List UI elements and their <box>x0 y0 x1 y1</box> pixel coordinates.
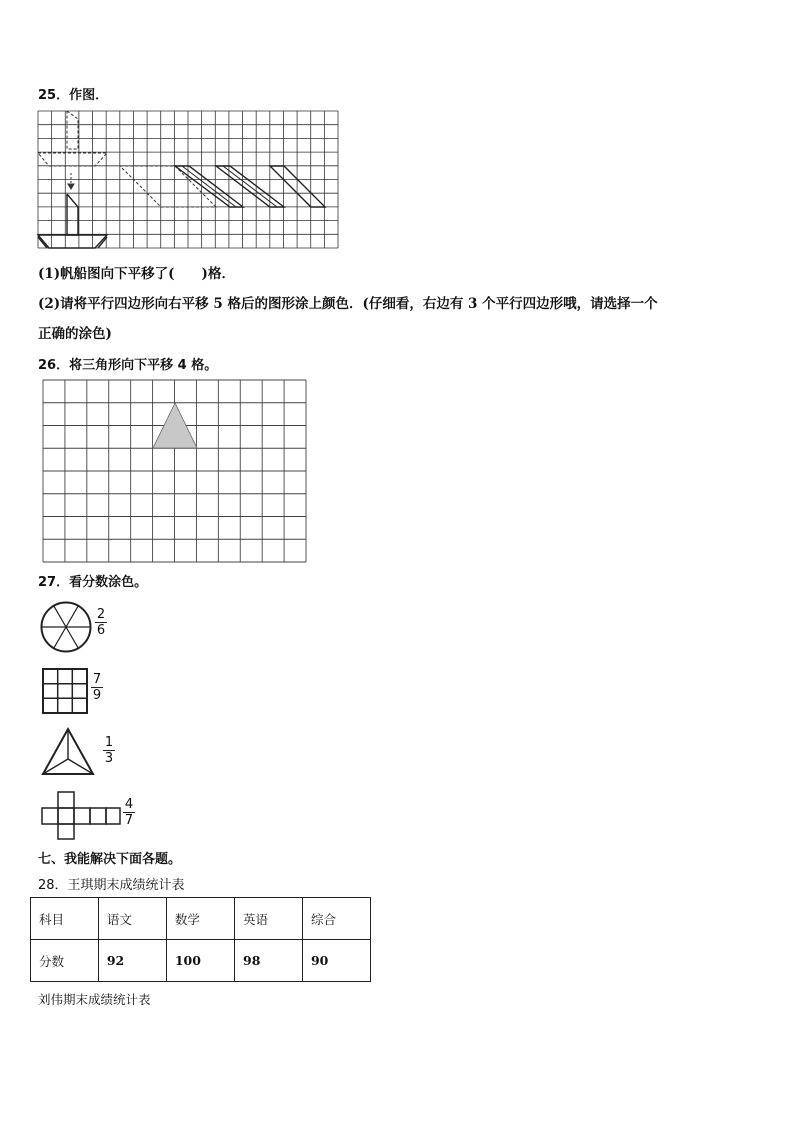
square-nine-parts <box>42 668 88 714</box>
table-header-cell: 数学 <box>166 898 234 940</box>
denominator: 6 <box>96 623 106 638</box>
table-header-cell: 科目 <box>31 898 99 940</box>
denominator: 9 <box>92 688 102 703</box>
q25-title: 25．作图． <box>38 88 109 103</box>
table-row <box>31 940 371 982</box>
numerator: 7 <box>92 672 102 687</box>
table-cell: 90 <box>302 940 370 982</box>
score-table-wangqi <box>30 897 371 982</box>
numerator: 2 <box>96 607 106 622</box>
q25-grid-figure <box>38 111 340 250</box>
section7-title: 七、我能解决下面各题。 <box>38 852 182 867</box>
fraction-4-7 <box>122 797 136 828</box>
fraction-2-6 <box>94 607 108 638</box>
cross-seven-squares <box>41 791 121 840</box>
table-header-cell: 英语 <box>235 898 303 940</box>
down-arrow <box>68 173 74 189</box>
denominator: 3 <box>104 751 114 766</box>
parallelogram-c <box>270 166 325 207</box>
table-cell: 92 <box>98 940 166 982</box>
q25-sub1: (1)帆船图向下平移了( )格． <box>38 266 235 282</box>
q27-title: 27．看分数涂色。 <box>38 575 148 590</box>
q28-next-title: 刘伟期末成绩统计表 <box>38 992 151 1007</box>
denominator: 7 <box>124 813 134 828</box>
numerator: 1 <box>104 735 114 750</box>
table-header-row <box>31 898 371 940</box>
table-cell: 分数 <box>31 940 99 982</box>
numerator: 4 <box>124 797 134 812</box>
table-header-cell: 综合 <box>302 898 370 940</box>
fraction-7-9 <box>90 672 104 703</box>
table-header-cell: 语文 <box>98 898 166 940</box>
fraction-1-3 <box>102 735 116 766</box>
circle-six-parts <box>40 601 92 653</box>
triangle-three-parts <box>40 727 96 777</box>
q25-sub2-line1: (2)请将平行四边形向右平移 5 格后的图形涂上颜色．(仔细看，右边有 3 个平行四边形哦，请选择一个 <box>38 296 658 312</box>
q25-sub2-line2: 正确的涂色) <box>38 326 112 342</box>
q26-grid-figure <box>43 380 307 563</box>
table-cell: 100 <box>166 940 234 982</box>
q28-title: 28．王琪期末成绩统计表 <box>38 878 185 893</box>
table-cell: 98 <box>235 940 303 982</box>
q26-title: 26．将三角形向下平移 4 格。 <box>38 358 218 373</box>
